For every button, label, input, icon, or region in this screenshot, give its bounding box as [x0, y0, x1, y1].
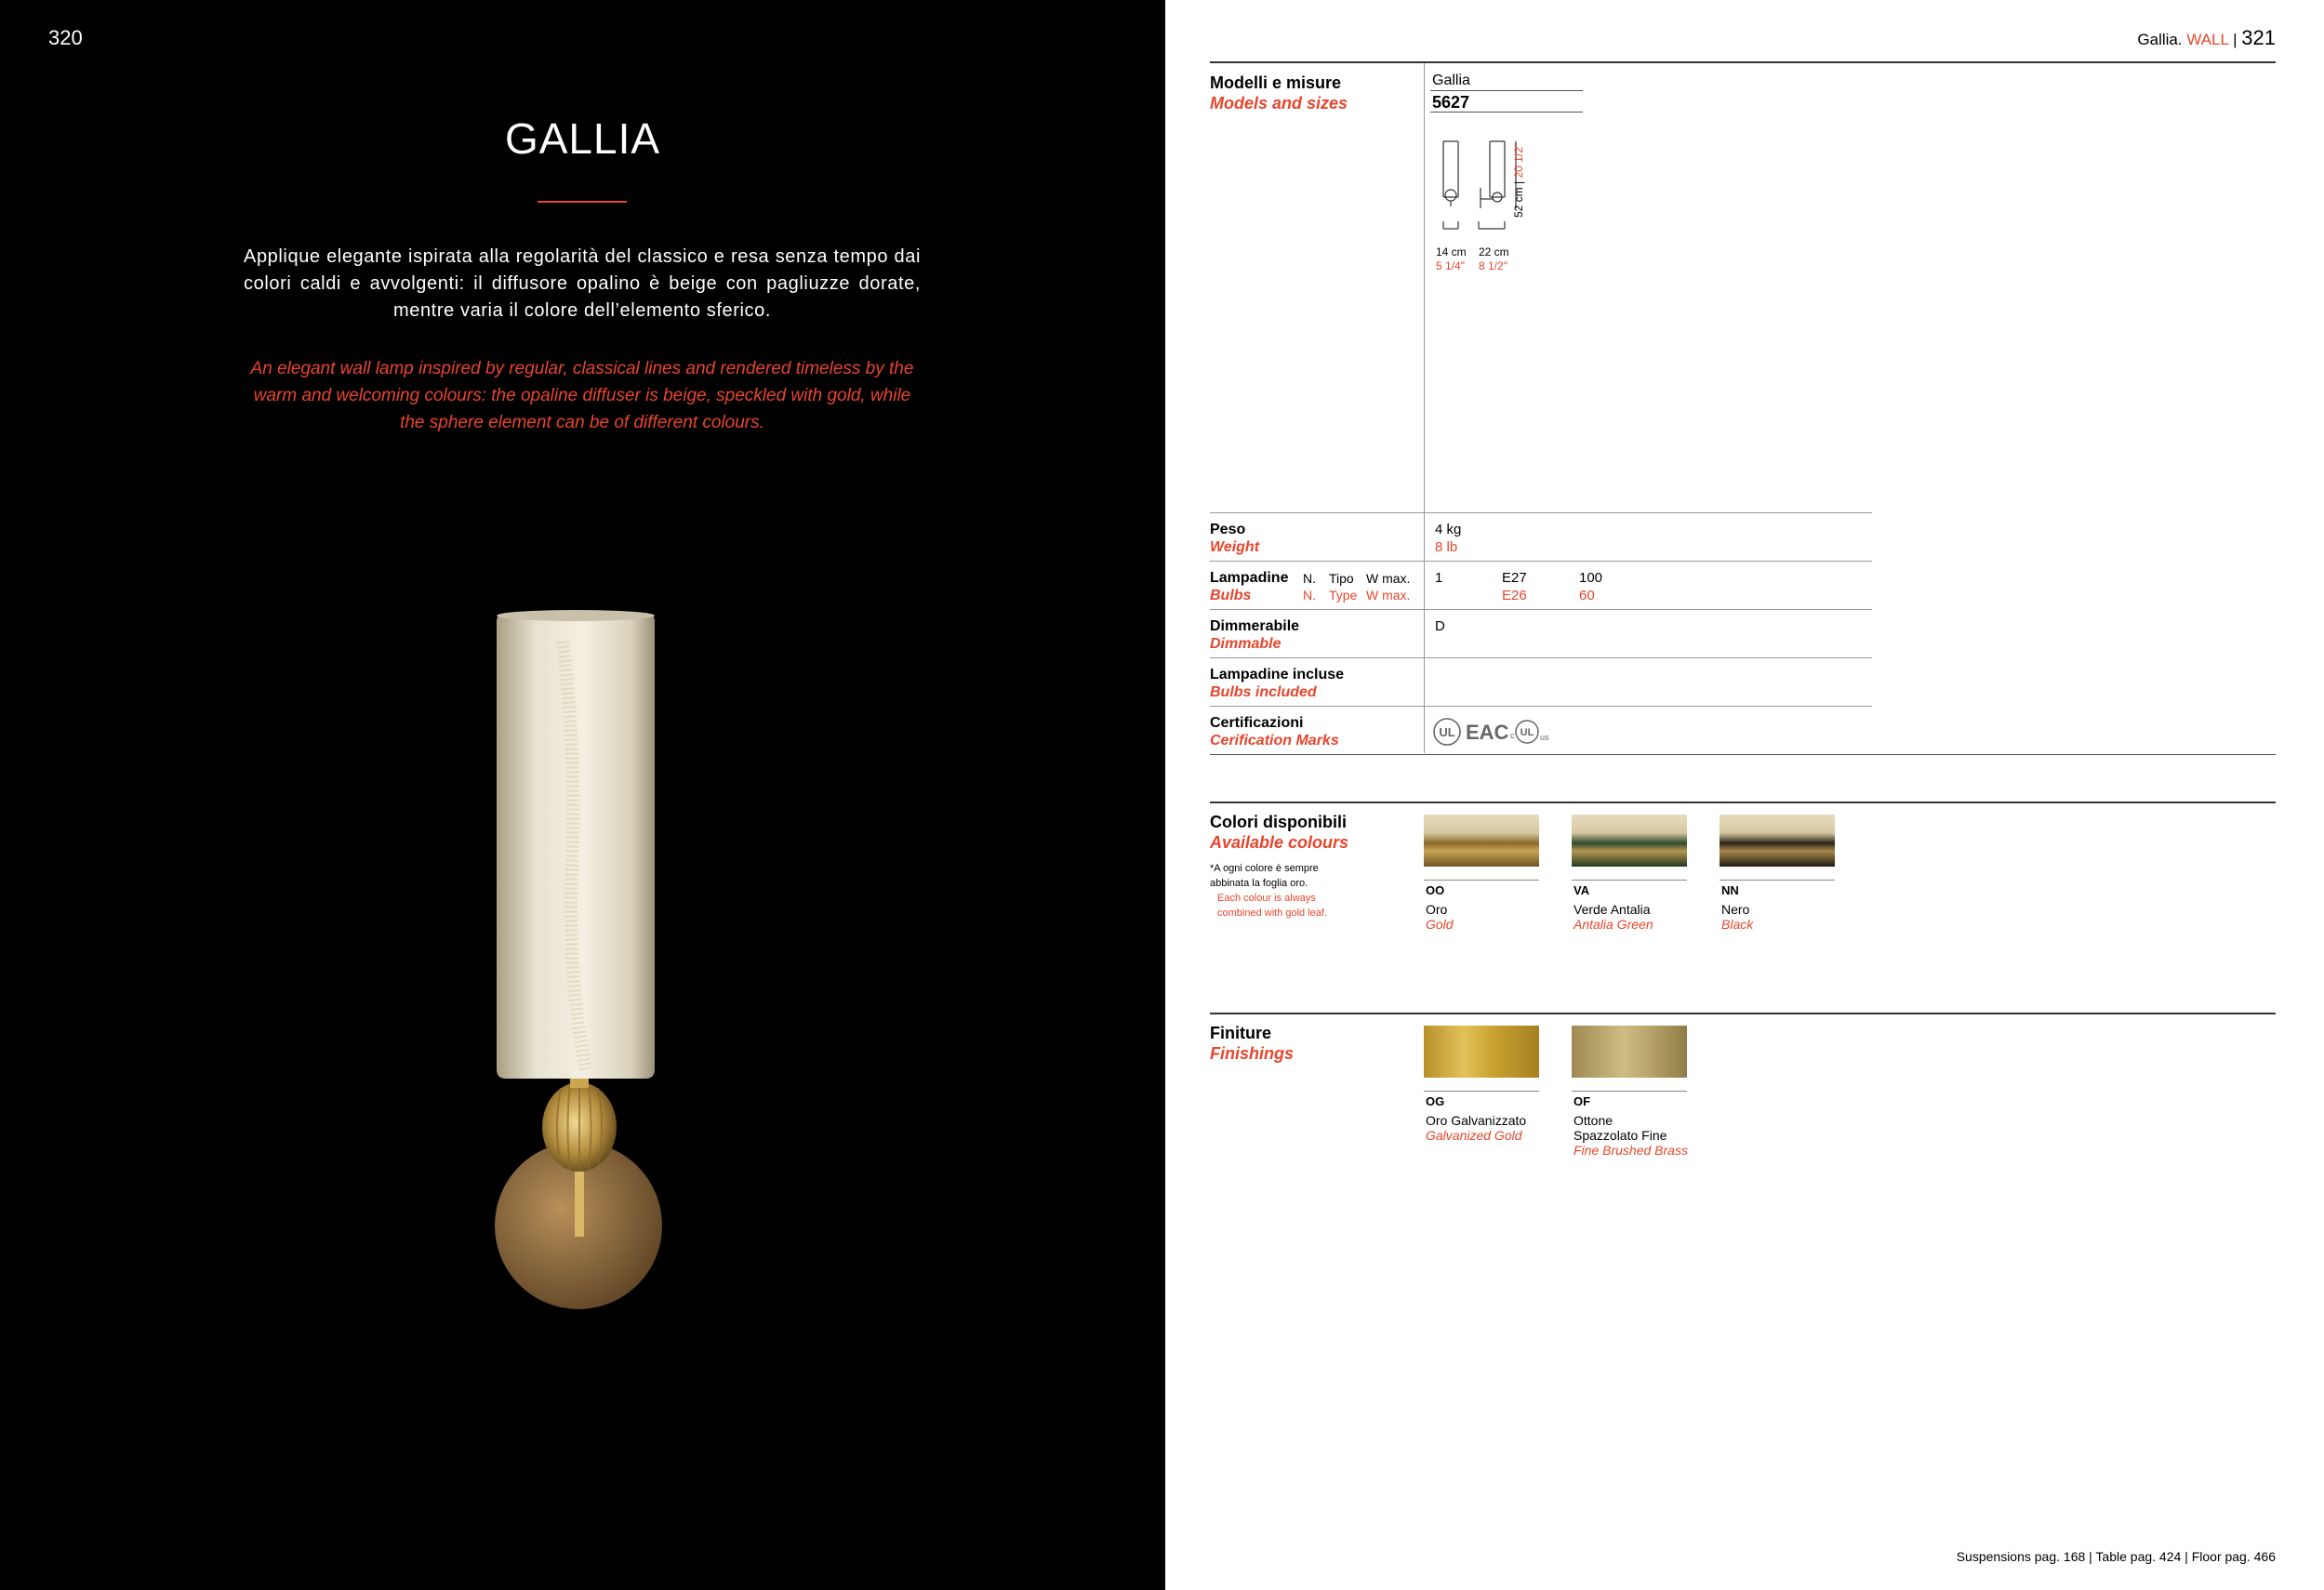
header-product-name: Gallia. — [2137, 31, 2183, 48]
cross-reference-footer: Suspensions pag. 168 | Table pag. 424 | Floor pag. 466 — [1956, 1549, 2276, 1564]
bulbs-label: Lampadine Bulbs — [1210, 570, 1289, 603]
colour-swatch-oro — [1424, 815, 1539, 867]
row-divider — [1210, 706, 1872, 707]
colours-label: Colori disponibili Available colours — [1210, 813, 1349, 852]
bulbs-type-value: E27 E26 — [1502, 570, 1527, 603]
models-label: Modelli e misure Models and sizes — [1210, 73, 1348, 113]
colour-code: NN — [1721, 883, 1739, 897]
model-underline — [1430, 90, 1583, 91]
page-number: 321 — [2241, 26, 2276, 49]
table-column-divider — [1424, 63, 1425, 753]
swatch-divider — [1720, 880, 1835, 881]
bulbs-col-n: N. N. — [1303, 571, 1316, 603]
row-divider — [1210, 609, 1872, 610]
svg-text:us: us — [1540, 733, 1549, 742]
colour-swatch-nero — [1720, 815, 1835, 867]
culus-mark-icon — [1510, 721, 1549, 743]
weight-label: Peso Weight — [1210, 522, 1260, 555]
finish-swatch-ottone-spazzolato — [1572, 1026, 1687, 1078]
height-dimension: 52 cm | 20 1/2" — [1512, 142, 1525, 218]
finish-name: Oro Galvanizzato Galvanized Gold — [1426, 1113, 1527, 1143]
model-name: Gallia — [1432, 73, 1470, 88]
model-underline — [1430, 112, 1583, 113]
svg-text:UL: UL — [1520, 727, 1534, 738]
row-divider — [1210, 561, 1872, 562]
swatch-divider — [1572, 880, 1687, 881]
svg-text:c: c — [1510, 731, 1515, 740]
right-page — [1165, 0, 2324, 1590]
weight-value: 4 kg 8 lb — [1435, 522, 1462, 555]
finishes-label: Finiture Finishings — [1210, 1024, 1294, 1063]
bulbs-col-wmax: W max. W max. — [1366, 571, 1411, 603]
colours-rule — [1210, 802, 2276, 803]
colour-name: Oro Gold — [1426, 902, 1454, 932]
swatch-divider — [1424, 880, 1539, 881]
colour-name: Nero Black — [1721, 902, 1754, 932]
finish-code: OF — [1574, 1094, 1591, 1108]
width-dimension-1: 14 cm 5 1/4" — [1436, 245, 1467, 272]
description-italian: Applique elegante ispirata alla regolarità del classico e resa senza tempo dai colori caldi e avvolgenti: il diffusore opalino è beige con pagliuzze dorate, mentre varia il colore dell’elemento sferico. — [244, 246, 921, 321]
dimmable-label: Dimmerabile Dimmable — [1210, 618, 1300, 652]
dimmable-value: D — [1435, 618, 1445, 634]
swatch-divider — [1572, 1091, 1687, 1092]
finish-swatch-oro-galvanizzato — [1424, 1026, 1539, 1078]
dimension-drawing — [1432, 128, 1600, 286]
finishes-rule — [1210, 1013, 2276, 1014]
row-divider — [1210, 657, 1872, 658]
row-divider — [1210, 512, 1872, 513]
finish-code: OG — [1426, 1094, 1445, 1108]
lamp-photo — [474, 604, 688, 1311]
bulbs-wmax-value: 100 60 — [1579, 570, 1603, 603]
colour-code: OO — [1426, 883, 1445, 897]
colour-code: VA — [1574, 883, 1590, 897]
page-number: 320 — [48, 26, 83, 49]
table-bottom-rule — [1210, 754, 2276, 755]
colour-name: Verde Antalia Antalia Green — [1574, 902, 1653, 932]
colour-swatch-verde-antalia — [1572, 815, 1687, 867]
bulbs-col-type: Tipo Type — [1329, 571, 1358, 603]
bulbs-included-label: Lampadine incluse Bulbs included — [1210, 667, 1345, 700]
title-divider — [538, 201, 627, 203]
colours-note: *A ogni colore è sempre abbinata la foglia oro. Each colour is always combined with gold leaf. — [1210, 863, 1328, 919]
header-category: WALL — [2186, 31, 2229, 48]
page-header — [2137, 26, 2276, 50]
swatch-divider — [1424, 1091, 1539, 1092]
certification-marks — [1432, 716, 1553, 752]
finish-name: Ottone Spazzolato Fine Fine Brushed Brass — [1574, 1113, 1688, 1158]
model-code: 5627 — [1432, 93, 1470, 112]
eac-mark-icon — [1466, 721, 1509, 744]
product-title: GALLIA — [504, 114, 661, 163]
svg-text:EAC: EAC — [1466, 721, 1509, 744]
bulbs-n-value: 1 — [1435, 570, 1443, 586]
top-rule — [1210, 61, 2276, 63]
ul-mark-icon — [1434, 719, 1460, 745]
certifications-label: Certificazioni Cerification Marks — [1210, 715, 1339, 749]
description-english: An elegant wall lamp inspired by regular, classical lines and rendered timeless by the warm and welcoming colours: the opaline diffuser is beige, speckled with gold, while the sphere element can be of different colours. — [250, 359, 914, 432]
header-separator: | — [2233, 31, 2238, 48]
width-dimension-2: 22 cm 8 1/2" — [1479, 245, 1509, 272]
svg-text:UL: UL — [1439, 725, 1455, 739]
